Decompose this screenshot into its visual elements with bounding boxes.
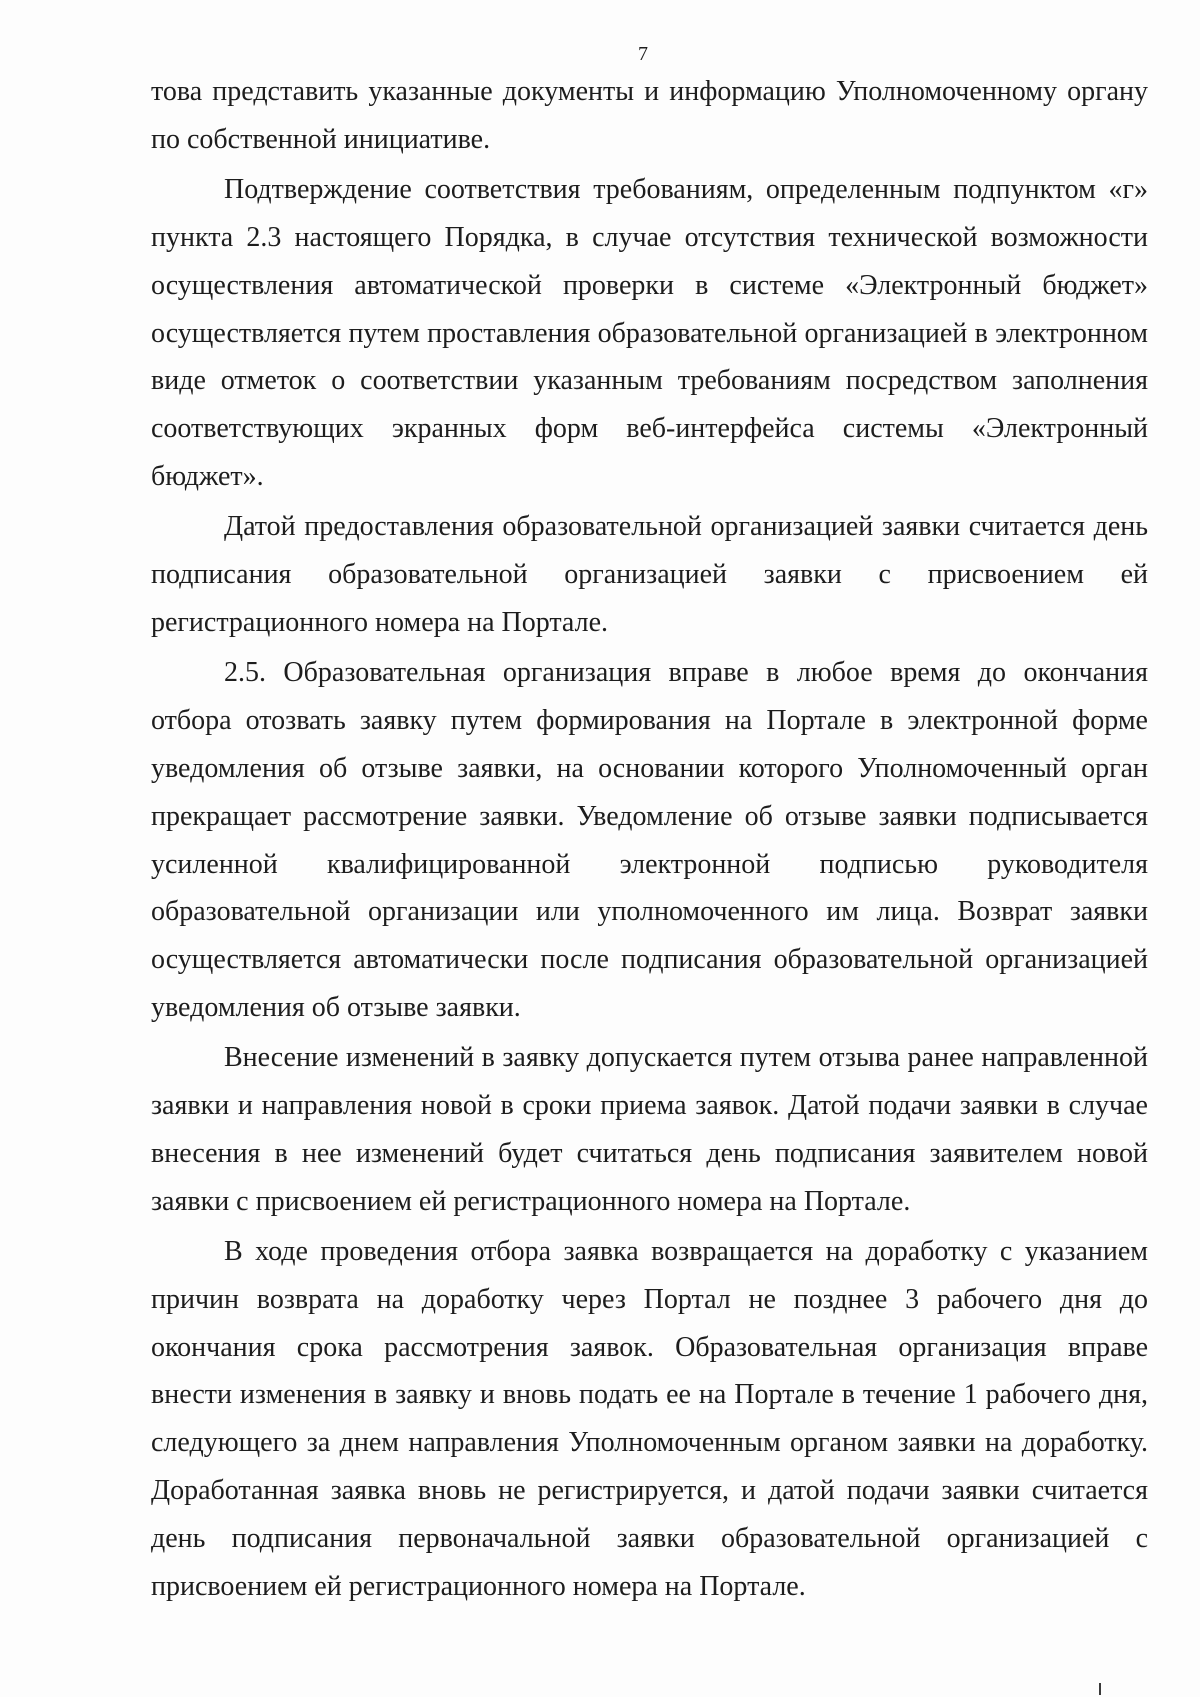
paragraph-5: Внесение изменений в заявку допускается путем отзыва ранее направленной заявки и направления новой в сроки приема заявок. Датой подачи заявки в случае внесения в нее изменений будет считаться день подписания заявителем новой заявки с присвоением ей регистрационного номера на Портале. [151,1042,1148,1217]
document-body [151,68,1148,1613]
paragraph-3: Датой предоставления образовательной организацией заявки считается день подписания образовательной организацией заявки с присвоением ей регистрационного номера на Портале. [151,511,1148,638]
page-number: 7 [638,43,648,65]
paragraph-2: Подтверждение соответствия требованиям, определенным подпунктом «г» пункта 2.3 настоящего Порядка, в случае отсутствия технической возможности осуществления автоматической проверки в системе «Электронный бюджет» осуществляется путем проставления образовательной организацией в электронном виде отметок о соответствии указанным требованиям посредством заполнения соответствующих экранных форм веб-интерфейса системы «Электронный бюджет». [151,173,1148,493]
scan-edge-mark [1099,1683,1101,1695]
paragraph-6: В ходе проведения отбора заявка возвращается на доработку с указанием причин возврата на доработку через Портал не позднее 3 рабочего дня до окончания срока рассмотрения заявок. Образовательная организация вправе внести изменения в заявку и вновь подать ее на Портале в течение 1 рабочего дня, следующего за днем направления Уполномоченным органом заявки на доработку. Доработанная заявка вновь не регистрируется, и датой подачи заявки считается день подписания первоначальной заявки образовательной организацией с присвоением ей регистрационного номера на Портале. [151,1235,1148,1603]
paragraph-1: това представить указанные документы и информацию Уполномоченному органу по собственной инициативе. [151,76,1148,155]
paragraph-4: 2.5. Образовательная организация вправе в любое время до окончания отбора отозвать заявку путем формирования на Портале в электронной форме уведомления об отзыве заявки, на основании которого Уполномоченный орган прекращает рассмотрение заявки. Уведомление об отзыве заявки подписывается усиленной квалифицированной электронной подписью руководителя образовательной организации или уполномоченного им лица. Возврат заявки осуществляется автоматически после подписания образовательной организацией уведомления об отзыве заявки. [151,656,1148,1024]
